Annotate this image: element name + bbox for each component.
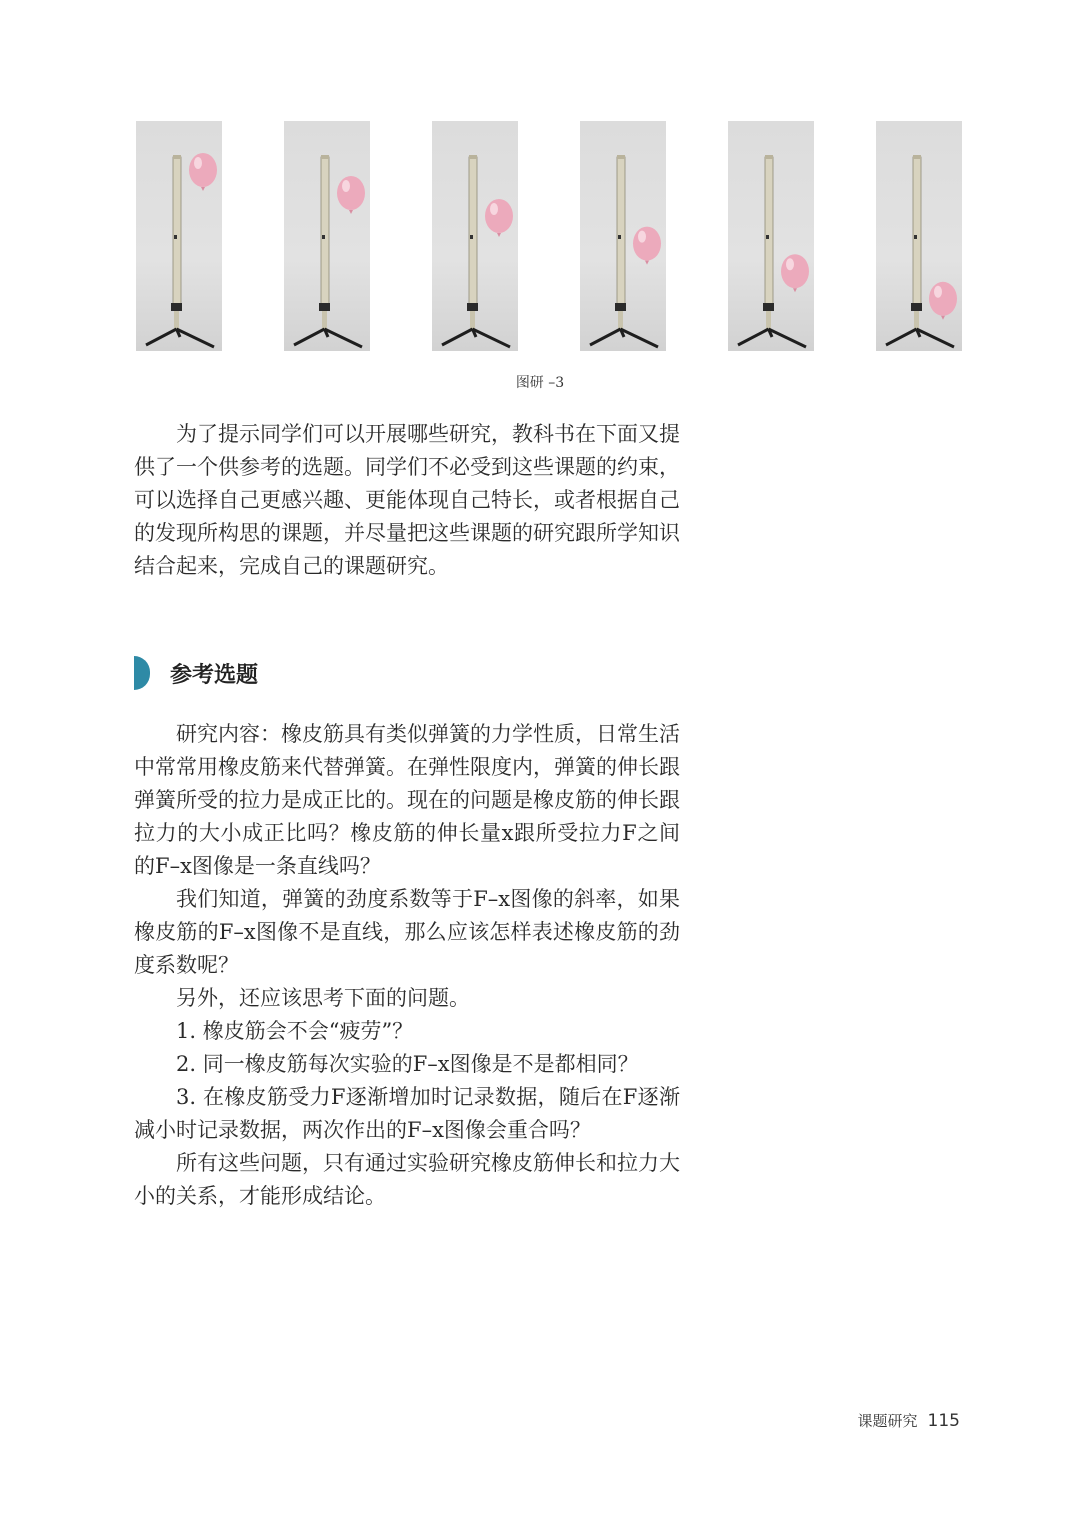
pole-marker [914, 235, 917, 239]
page-footer [858, 1410, 960, 1431]
balloon-body [485, 199, 513, 233]
stand-pole [765, 157, 773, 307]
stand-leg-right [473, 329, 511, 347]
stand-balloon-illustration [580, 121, 666, 351]
footer-section-name: 课题研究 [857, 1412, 918, 1430]
balloon-shine [490, 203, 498, 215]
pole-cap [913, 155, 921, 159]
stand-pole [469, 157, 477, 307]
balloon-shine [786, 258, 794, 270]
pole-cap [321, 155, 329, 159]
balloon-icon [337, 176, 365, 214]
stand-neck [618, 311, 623, 329]
stand-clamp [319, 303, 330, 311]
section-marker-icon [134, 656, 150, 690]
stand-leg-right [917, 329, 955, 347]
stand-neck [766, 311, 771, 329]
pole-marker [470, 235, 473, 239]
stand-clamp [911, 303, 922, 311]
stand-clamp [615, 303, 626, 311]
stand-clamp [171, 303, 182, 311]
question-1: 1. 橡皮筋会不会“疲劳”？ [176, 1019, 414, 1043]
stand-balloon-illustration [432, 121, 518, 351]
stand-clamp [763, 303, 774, 311]
stand-leg-right [325, 329, 363, 347]
pole-cap [617, 155, 625, 159]
stand-pole [173, 157, 181, 307]
balloon-knot [349, 210, 353, 214]
balloon-body [337, 176, 365, 210]
balloon-knot [201, 187, 205, 191]
stand-leg-left [294, 329, 325, 345]
stand-neck [174, 311, 179, 329]
stand-leg-left [442, 329, 473, 345]
photo-panel-2 [284, 121, 370, 351]
stand-leg-left [886, 329, 917, 345]
balloon-shine [934, 286, 942, 298]
photo-panel-5 [728, 121, 814, 351]
balloon-icon [485, 199, 513, 237]
stand-balloon-illustration [284, 121, 370, 351]
stand-neck [914, 311, 919, 329]
photo-panel-6 [876, 121, 962, 351]
stand-pole [321, 157, 329, 307]
stand-leg-right [177, 329, 215, 347]
stand-leg-right [769, 329, 807, 347]
balloon-knot [645, 261, 649, 265]
balloon-shine [342, 180, 350, 192]
balloon-body [189, 153, 217, 187]
pole-cap [469, 155, 477, 159]
question-2: 2. 同一橡皮筋每次实验的F–x图像是不是都相同？ [176, 1052, 639, 1076]
balloon-icon [189, 153, 217, 191]
body-paragraph-2: 我们知道，弹簧的劲度系数等于F–x图像的斜率，如果橡皮筋的F–x图像不是直线，那么应该怎样表述橡皮筋的劲度系数呢？ [134, 887, 680, 977]
balloon-icon [929, 282, 957, 320]
pole-marker [322, 235, 325, 239]
stand-leg-left [590, 329, 621, 345]
section-heading [134, 654, 258, 692]
figure-caption: 图研 –3 [515, 375, 565, 391]
intro-block [134, 418, 680, 583]
stand-neck [322, 311, 327, 329]
balloon-icon [633, 227, 661, 265]
figure-photo-row [0, 0, 1080, 360]
question-3: 3. 在橡皮筋受力F逐渐增加时记录数据，随后在F逐渐减小时记录数据，两次作出的F–x图像会重合吗？ [134, 1085, 680, 1142]
photo-panel-3 [432, 121, 518, 351]
stand-pole [617, 157, 625, 307]
photo-panel-4 [580, 121, 666, 351]
stand-leg-left [738, 329, 769, 345]
intro-paragraph: 为了提示同学们可以开展哪些研究，教科书在下面又提供了一个供参考的选题。同学们不必受到这些课题的约束，可以选择自己更感兴趣、更能体现自己特长，或者根据自己的发现所构思的课题，并尽量把这些课题的研究跟所学知识结合起来，完成自己的课题研究。 [134, 422, 680, 578]
section-title: 参考选题 [170, 662, 259, 688]
balloon-shine [194, 157, 202, 169]
stand-leg-left [146, 329, 177, 345]
section-body [134, 718, 680, 1213]
page-number: 115 [927, 1411, 960, 1431]
body-paragraph-1: 研究内容：橡皮筋具有类似弹簧的力学性质，日常生活中常常用橡皮筋来代替弹簧。在弹性限度内，弹簧的伸长跟弹簧所受的拉力是成正比的。现在的问题是橡皮筋的伸长跟拉力的大小成正比吗？橡皮筋的伸长量x跟所受拉力F之间的F–x图像是一条直线吗？ [134, 722, 680, 878]
balloon-knot [941, 316, 945, 320]
stand-balloon-illustration [136, 121, 222, 351]
stand-balloon-illustration [876, 121, 962, 351]
balloon-knot [793, 288, 797, 292]
pole-cap [765, 155, 773, 159]
balloon-icon [781, 254, 809, 292]
pole-cap [173, 155, 181, 159]
pole-marker [618, 235, 621, 239]
balloon-body [781, 254, 809, 288]
photo-panel-1 [136, 121, 222, 351]
body-paragraph-3: 另外，还应该思考下面的问题。 [176, 986, 470, 1010]
pole-marker [174, 235, 177, 239]
balloon-body [929, 282, 957, 316]
stand-leg-right [621, 329, 659, 347]
balloon-shine [638, 231, 646, 243]
stand-neck [470, 311, 475, 329]
stand-balloon-illustration [728, 121, 814, 351]
body-paragraph-conclusion: 所有这些问题，只有通过实验研究橡皮筋伸长和拉力大小的关系，才能形成结论。 [134, 1151, 680, 1208]
stand-clamp [467, 303, 478, 311]
balloon-body [633, 227, 661, 261]
balloon-knot [497, 233, 501, 237]
stand-pole [913, 157, 921, 307]
pole-marker [766, 235, 769, 239]
